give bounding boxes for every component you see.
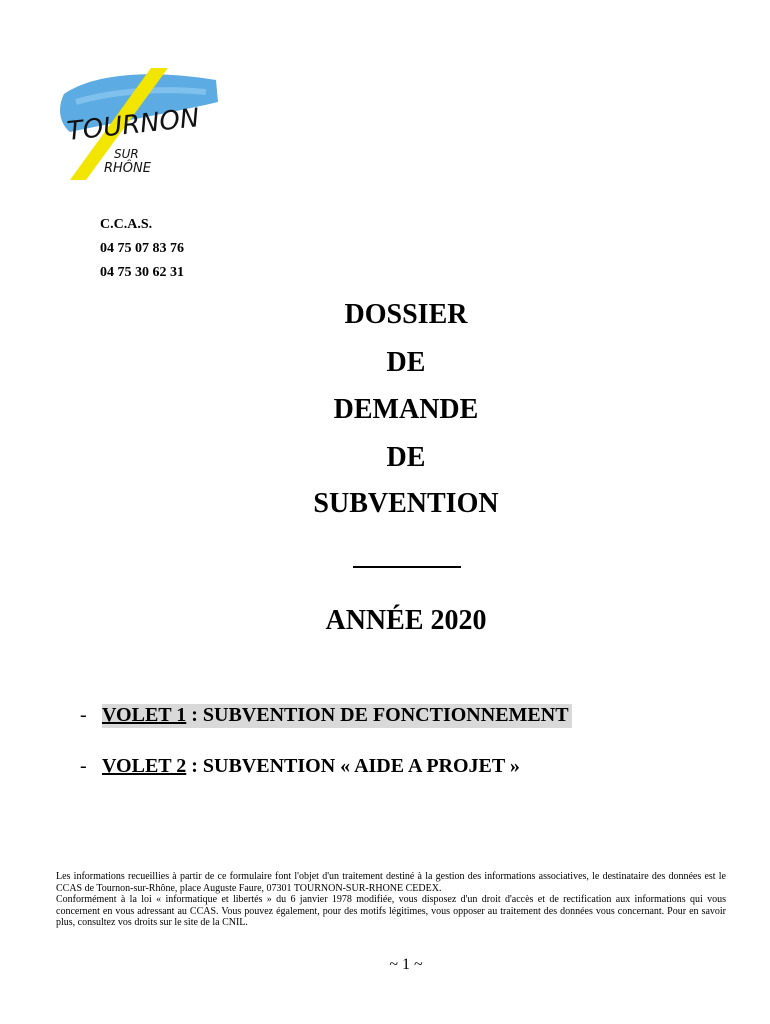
volet-2-label: VOLET 2 — [102, 755, 187, 777]
tournon-logo — [56, 62, 222, 182]
ccas-name: C.C.A.S. — [100, 217, 153, 232]
volet-2-body — [102, 755, 520, 777]
tournon-sur-rhone-logo-graphic — [56, 62, 222, 182]
title-line-de-1: DE — [386, 347, 426, 378]
privacy-notice-para-1: Les informations recueillies à partir de ce formulaire font l'objet d'un traitement destiné à la gestion des informations associatives, le destinataire des données est le CCAS de Tournon-sur-Rhône, place Auguste Faure, 07301 TOURNON-SUR-RHONE CEDEX. — [56, 871, 726, 894]
title-line-de-2: DE — [386, 442, 426, 473]
volet-2-dash: - — [80, 755, 87, 777]
volet-1-highlight — [102, 704, 572, 728]
logo-text-sur: SUR — [114, 147, 139, 161]
volet-2-text: : SUBVENTION « AIDE A PROJET » — [186, 755, 520, 777]
volet-1-label: VOLET 1 — [102, 704, 187, 726]
logo-text-tournon: TOURNON — [65, 103, 201, 147]
page-number: ~ 1 ~ — [389, 956, 423, 973]
privacy-notice-para-2: Conformément à la loi « informatique et libertés » du 6 janvier 1978 modifiée, vous disposez d'un droit d'accès et de rectification aux informations qui vous concernent en vous adressant au CCAS. Vous pouvez également, pour des motifs légitimes, vous opposer au traitement des données vous concernant. Pour en savoir plus, consultez vos droits sur le site de la CNIL. — [56, 894, 726, 928]
title-line-subvention: SUBVENTION — [313, 488, 499, 519]
volet-1-dash: - — [80, 704, 87, 726]
privacy-notice — [56, 871, 726, 929]
title-line-demande: DEMANDE — [333, 394, 479, 425]
title-separator-rule — [353, 566, 461, 568]
volet-1-text: : SUBVENTION DE FONCTIONNEMENT — [186, 704, 569, 726]
volet-1-line — [80, 704, 572, 727]
year-heading: ANNÉE 2020 — [325, 605, 487, 636]
ccas-contact-block — [100, 213, 184, 285]
ccas-phone-1: 04 75 07 83 76 — [100, 241, 184, 256]
ccas-phone-2: 04 75 30 62 31 — [100, 265, 184, 280]
volet-2-line — [80, 755, 520, 778]
title-line-dossier: DOSSIER — [344, 299, 468, 330]
logo-text-rhone: RHÔNE — [104, 161, 151, 176]
